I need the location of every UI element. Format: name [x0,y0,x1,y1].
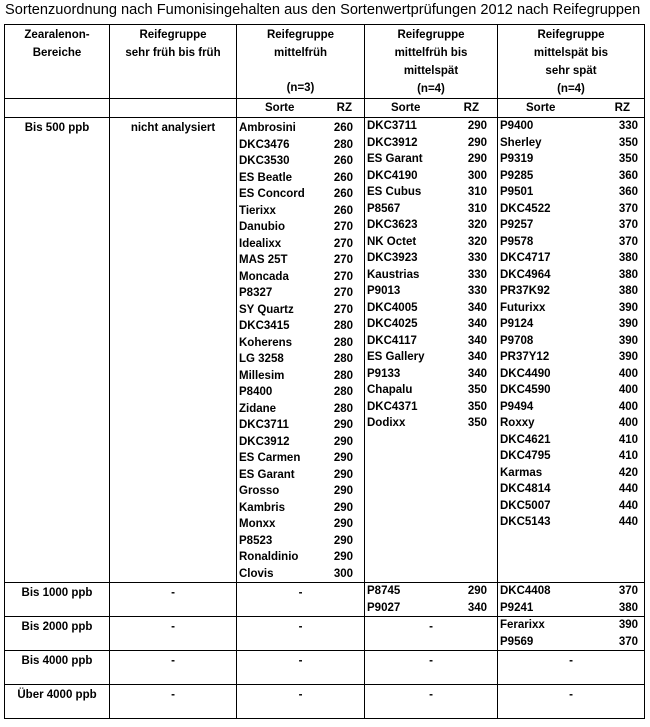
variety-rz: 280 [333,402,353,415]
variety-name: P9124 [500,318,534,330]
variety-item [365,234,497,251]
variety-name: P9319 [500,153,534,165]
variety-item [498,217,644,234]
variety-item [237,450,364,467]
variety-rz: 260 [333,155,353,167]
col5-value: - [498,651,645,685]
variety-rz: 270 [333,237,353,250]
variety-rz: 300 [467,169,487,182]
col2-value: - [110,651,237,685]
range-row-500 [5,118,645,583]
variety-name: P8523 [239,534,273,547]
variety-item [237,318,364,335]
variety-name: DKC4964 [500,268,551,281]
variety-rz: 340 [467,367,487,380]
fumonisin-table [4,24,645,719]
variety-rz: 360 [618,169,638,182]
range-label: Über 4000 ppb [5,685,110,719]
rz-label: RZ [614,102,630,114]
variety-name: ES Cubus [367,186,422,198]
variety-name: Sherley [500,136,542,149]
variety-name: DKC3912 [367,136,418,149]
header-row [5,25,645,99]
variety-item [365,366,497,383]
variety-item [237,401,364,418]
variety-name: ES Carmen [239,452,301,464]
variety-rz: 380 [618,285,638,297]
col2-value: - [110,583,237,617]
variety-name: Moncada [239,270,289,283]
variety-name: P9133 [367,367,401,380]
variety-name: DKC4621 [500,433,551,446]
variety-name: DKC4590 [500,384,551,396]
variety-name: DKC3912 [239,435,290,448]
header-sehr-frueh [110,25,237,99]
variety-name: MAS 25T [239,254,288,266]
variety-name: Ambrosini [239,122,296,134]
variety-item [237,516,364,533]
variety-name: Millesim [239,369,285,382]
range-row-2000 [5,617,645,651]
header-col5-n: (n=4) [557,83,585,95]
variety-item [237,120,364,137]
variety-rz: 280 [333,369,353,382]
variety-name: Chapalu [367,384,413,396]
variety-name: P8567 [367,202,401,215]
header-col4-line1: Reifegruppe [397,29,465,41]
variety-item [498,135,644,152]
variety-item [498,151,644,168]
list-col4 [365,118,498,583]
variety-item [365,135,497,152]
header-col4-line2: mittelfrüh bis [394,47,468,59]
variety-rz: 320 [467,235,487,248]
variety-item [237,549,364,566]
col5-value: - [498,685,645,719]
variety-rz: 290 [333,551,353,563]
variety-name: Tierixx [239,204,276,217]
variety-name: Karmas [500,466,543,479]
variety-rz: 330 [467,252,487,264]
variety-name: P8745 [367,585,401,597]
variety-name: P9400 [500,120,534,132]
header-col1-line2: Bereiche [32,47,82,59]
variety-rz: 420 [618,466,638,479]
header-col5-line3: sehr spät [545,65,597,77]
variety-rz: 370 [618,585,638,597]
variety-rz: 400 [618,367,638,380]
variety-item [365,415,497,432]
variety-rz: 290 [467,585,487,597]
variety-item [498,234,644,251]
variety-item [498,333,644,350]
header-col4-n: (n=4) [417,83,445,95]
variety-item [498,349,644,366]
variety-rz: 290 [333,485,353,497]
variety-name: DKC3623 [367,219,418,231]
variety-item [365,600,497,617]
col2-value: nicht analysiert [110,118,237,583]
variety-item [365,382,497,399]
variety-name: P9013 [367,285,401,297]
header-mittelfrueh-bis-mittelspaet [365,25,498,99]
variety-rz: 290 [333,468,353,481]
variety-rz: 260 [333,188,353,200]
col4-value: - [365,617,498,651]
variety-rz: 290 [467,120,487,132]
variety-name: Danubio [239,221,285,233]
variety-item [237,335,364,352]
variety-item [237,236,364,253]
variety-rz: 370 [618,219,638,231]
variety-rz: 330 [467,285,487,297]
variety-name: Kaustrias [367,268,420,281]
variety-name: DKC4490 [500,367,551,380]
variety-name: DKC3530 [239,155,290,167]
variety-rz: 280 [333,353,353,365]
variety-rz: 340 [467,318,487,330]
variety-item [498,168,644,185]
variety-name: Futurixx [500,301,546,314]
variety-item [237,269,364,286]
variety-item [498,399,644,416]
variety-item [237,417,364,434]
variety-item [498,481,644,498]
variety-rz: 410 [618,450,638,462]
variety-name: P9285 [500,169,534,182]
list-col5 [498,118,645,583]
variety-name: PR37K92 [500,285,550,297]
variety-name: DKC4190 [367,169,418,182]
col2-value: - [110,617,237,651]
variety-item [365,151,497,168]
variety-item [365,300,497,317]
col3-value: - [237,617,365,651]
variety-rz: 350 [467,400,487,413]
col4-value: - [365,651,498,685]
variety-item [498,250,644,267]
variety-name: DKC4522 [500,202,551,215]
variety-rz: 400 [618,384,638,396]
variety-name: Monxx [239,518,276,530]
list-col5 [498,617,645,651]
variety-name: P9569 [500,635,534,648]
variety-name: DKC5143 [500,516,551,528]
col3-value: - [237,651,365,685]
variety-name: NK Octet [367,235,417,248]
variety-rz: 270 [333,221,353,233]
list-col5 [498,583,645,617]
variety-name: ES Beatle [239,171,293,184]
variety-name: DKC3711 [239,419,289,431]
variety-rz: 340 [467,601,487,614]
variety-name: Dodixx [367,417,406,429]
variety-name: Koherens [239,336,293,349]
variety-name: Ferarixx [500,619,545,631]
variety-name: P8327 [239,287,273,299]
range-label: Bis 4000 ppb [5,651,110,685]
variety-rz: 310 [467,186,487,198]
variety-name: Ronaldinio [239,551,299,563]
variety-name: PR37Y12 [500,351,550,363]
variety-item [498,498,644,515]
variety-item [237,483,364,500]
variety-rz: 370 [618,202,638,215]
variety-item [237,566,364,583]
variety-rz: 380 [618,268,638,281]
variety-item [237,368,364,385]
variety-rz: 310 [467,202,487,215]
variety-rz: 350 [618,153,638,165]
variety-name: P9257 [500,219,534,231]
variety-item [498,617,644,634]
header-col5-line1: Reifegruppe [537,29,605,41]
variety-item [237,153,364,170]
variety-item [365,283,497,300]
variety-item [237,302,364,319]
variety-rz: 270 [333,287,353,299]
variety-name: DKC3711 [367,120,417,132]
variety-name: Zidane [239,402,277,415]
variety-item [365,250,497,267]
col4-value: - [365,685,498,719]
variety-name: DKC4717 [500,252,551,264]
subheader-col3 [237,99,365,118]
variety-rz: 290 [333,419,353,431]
variety-rz: 390 [618,334,638,347]
variety-item [365,583,497,600]
variety-item [237,137,364,154]
variety-name: DKC3415 [239,320,290,332]
variety-item [498,432,644,449]
list-col3 [237,118,365,583]
range-row-ueber-4000 [5,685,645,719]
variety-name: DKC4025 [367,318,418,330]
variety-item [365,201,497,218]
variety-rz: 290 [333,435,353,448]
sorte-label: Sorte [526,102,556,114]
variety-name: Grosso [239,485,280,497]
variety-rz: 400 [618,400,638,413]
variety-name: Clovis [239,567,274,580]
variety-item [498,316,644,333]
range-label: Bis 500 ppb [5,118,110,583]
subheader-empty-2 [110,99,237,118]
variety-rz: 350 [467,417,487,429]
variety-name: DKC4795 [500,450,551,462]
variety-name: DKC4371 [367,400,418,413]
variety-item [237,186,364,203]
variety-name: DKC4005 [367,301,418,314]
variety-name: P9027 [367,601,401,614]
variety-item [237,351,364,368]
header-col4-line3: mittelspät [403,65,459,77]
variety-rz: 270 [333,270,353,283]
variety-item [498,634,644,651]
subheader-empty-1 [5,99,110,118]
variety-rz: 370 [618,235,638,248]
variety-name: P9241 [500,601,534,614]
variety-rz: 320 [467,219,487,231]
variety-item [237,170,364,187]
variety-rz: 440 [618,483,638,495]
header-col3-line2: mittelfrüh [273,47,328,59]
variety-name: P9578 [500,235,534,248]
variety-name: P9708 [500,334,534,347]
col2-value: - [110,685,237,719]
variety-rz: 380 [618,252,638,264]
variety-name: DKC5007 [500,499,551,512]
variety-item [365,184,497,201]
variety-item [237,252,364,269]
subheader-col4 [365,99,498,118]
variety-name: P8400 [239,386,273,398]
variety-name: P9494 [500,400,534,413]
variety-item [498,514,644,531]
variety-item [365,168,497,185]
variety-rz: 290 [333,518,353,530]
variety-rz: 300 [333,567,353,580]
variety-item [498,184,644,201]
variety-rz: 290 [333,452,353,464]
variety-rz: 410 [618,433,638,446]
range-label: Bis 2000 ppb [5,617,110,651]
variety-rz: 350 [467,384,487,396]
variety-rz: 290 [333,501,353,514]
variety-item [237,285,364,302]
variety-name: ES Gallery [367,351,425,363]
variety-rz: 340 [467,301,487,314]
range-row-1000 [5,583,645,617]
variety-item [365,399,497,416]
variety-rz: 280 [333,138,353,151]
header-mittelfrueh [237,25,365,99]
variety-rz: 370 [618,635,638,648]
variety-item [237,384,364,401]
header-col3-n: (n=3) [286,82,315,94]
sorte-label: Sorte [265,102,295,114]
variety-item [237,203,364,220]
variety-rz: 290 [333,534,353,547]
variety-rz: 380 [618,601,638,614]
variety-rz: 330 [618,120,638,132]
variety-name: DKC3476 [239,138,290,151]
variety-item [365,217,497,234]
variety-rz: 390 [618,351,638,363]
range-row-4000 [5,651,645,685]
page-title: Sortenzuordnung nach Fumonisingehalten aus den Sortenwertprüfungen 2012 nach Reifegruppen [5,2,641,18]
variety-item [365,118,497,135]
variety-name: Roxxy [500,417,535,429]
variety-rz: 290 [467,136,487,149]
variety-item [498,118,644,135]
sorte-label: Sorte [391,102,421,114]
variety-name: DKC3923 [367,252,418,264]
variety-item [365,333,497,350]
variety-rz: 330 [467,268,487,281]
variety-item [365,349,497,366]
list-col4 [365,583,498,617]
variety-name: ES Concord [239,188,305,200]
variety-rz: 260 [333,122,353,134]
variety-rz: 260 [333,204,353,217]
variety-item [365,316,497,333]
range-label: Bis 1000 ppb [5,583,110,617]
variety-rz: 390 [618,318,638,330]
variety-item [498,300,644,317]
variety-item [498,382,644,399]
variety-rz: 280 [333,336,353,349]
variety-item [237,219,364,236]
variety-rz: 270 [333,254,353,266]
variety-rz: 390 [618,301,638,314]
variety-item [237,434,364,451]
variety-rz: 260 [333,171,353,184]
variety-name: P9501 [500,186,534,198]
variety-rz: 350 [618,136,638,149]
variety-rz: 280 [333,386,353,398]
header-zearalenon [5,25,110,99]
rz-label: RZ [336,102,352,114]
variety-rz: 360 [618,186,638,198]
variety-item [498,415,644,432]
variety-rz: 290 [467,153,487,165]
variety-rz: 340 [467,351,487,363]
subheader-col5 [498,99,645,118]
variety-name: DKC4408 [500,585,551,597]
header-col2-line2: sehr früh bis früh [125,47,221,59]
variety-item [498,201,644,218]
header-mittelspaet-bis-sehr-spaet [498,25,645,99]
variety-item [237,533,364,550]
variety-rz: 400 [618,417,638,429]
header-col1-line1: Zearalenon- [24,29,90,41]
variety-name: LG 3258 [239,353,284,365]
variety-item [237,467,364,484]
variety-item [498,600,644,617]
col3-value: - [237,685,365,719]
variety-name: DKC4814 [500,483,551,495]
variety-name: ES Garant [367,153,423,165]
variety-item [498,583,644,600]
variety-item [498,283,644,300]
variety-item [237,500,364,517]
variety-rz: 440 [618,516,638,528]
variety-name: Kambris [239,501,286,514]
variety-rz: 340 [467,334,487,347]
variety-name: SY Quartz [239,303,294,316]
variety-rz: 390 [618,619,638,631]
variety-item [498,465,644,482]
variety-name: DKC4117 [367,334,417,347]
variety-item [498,448,644,465]
subheader-row [5,99,645,118]
variety-rz: 280 [333,320,353,332]
variety-rz: 270 [333,303,353,316]
col3-value: - [237,583,365,617]
variety-item [498,267,644,284]
variety-rz: 440 [618,499,638,512]
header-col5-line2: mittelspät bis [533,47,609,59]
header-col3-line1: Reifegruppe [266,29,335,41]
variety-name: Idealixx [239,237,282,250]
variety-item [498,366,644,383]
rz-label: RZ [463,102,479,114]
variety-name: ES Garant [239,468,295,481]
header-col2-line1: Reifegruppe [139,29,207,41]
variety-item [365,267,497,284]
